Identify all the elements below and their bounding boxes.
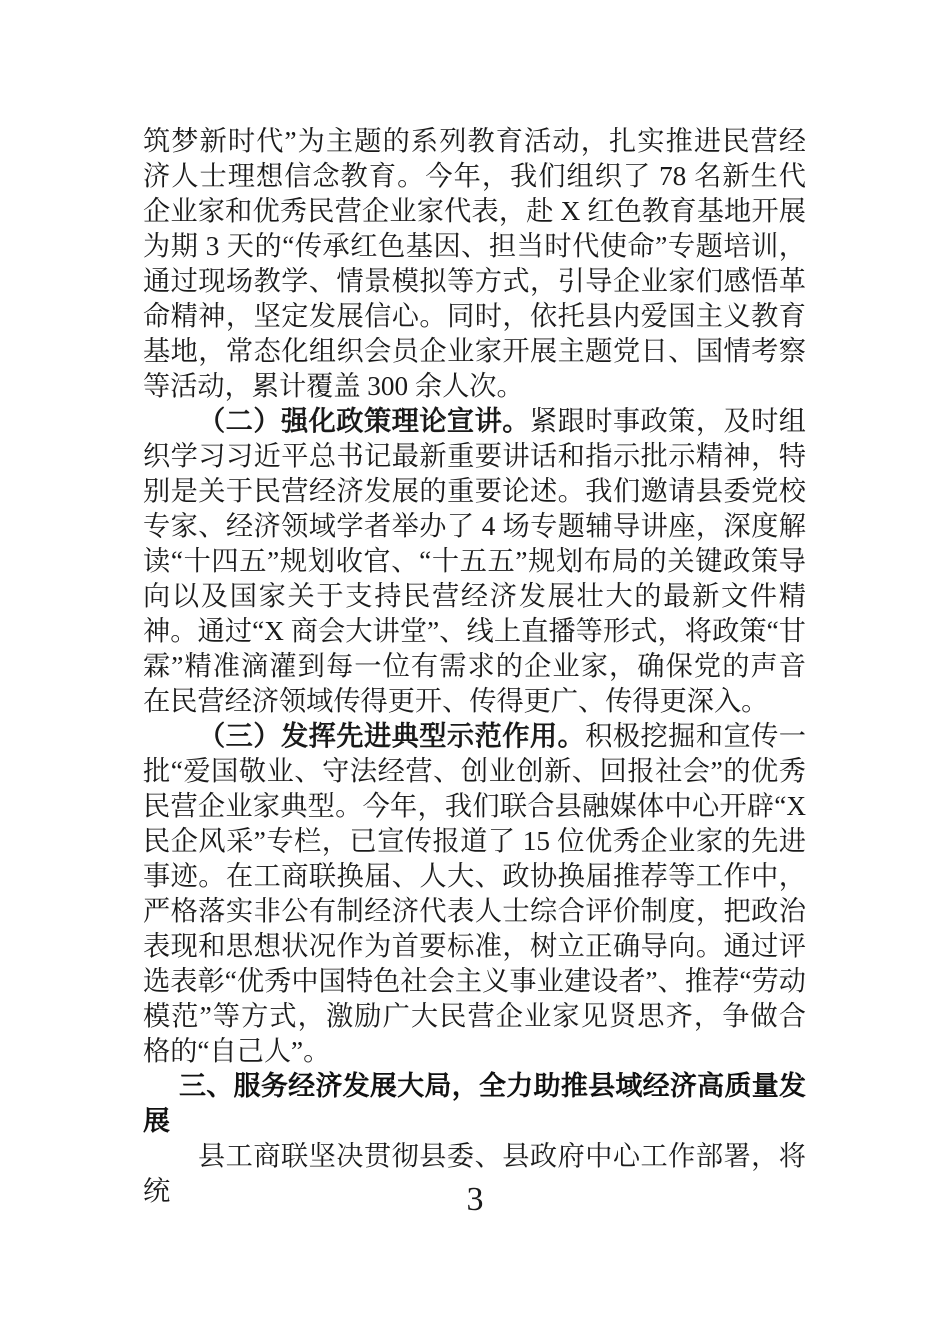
emphasis-run: （三）发挥先进典型示范作用。 <box>198 721 586 751</box>
text-run: 筑梦新时代”为主题的系列教育活动，扎实推进民营经济人士理想信念教育。今年，我们组织了 78 名新生代企业家和优秀民营企业家代表，赴 X 红色教育基地开展为期 3 天的“传承红色基因、担当时代使命”专题培训，通过现场教学、情景模拟等方式，引导企业家们感悟革命精神，坚定发展信心。同时，依托县内爱国主义教育基地，常态化组织会员企业家开展主题党日、国情考察等活动，累计覆盖 300 余人次。 <box>143 126 806 401</box>
text-run: 积极挖掘和宣传一批“爱国敬业、守法经营、创业创新、回报社会”的优秀民营企业家典型。今年，我们联合县融媒体中心开辟“X 民企风采”专栏，已宣传报道了 15 位优秀企业家的先进事迹。在工商联换届、人大、政协换届推荐等工作中，严格落实非公有制经济代表人士综合评价制度，把政治表现和思想状况作为首要标准，树立正确导向。通过评选表彰“优秀中国特色社会主义事业建设者”、推荐“劳动模范”等方式，激励广大民营企业家见贤思齐，争做合格的“自己人”。 <box>143 721 806 1066</box>
body-paragraph <box>143 719 806 1069</box>
page-number: 3 <box>466 1181 484 1218</box>
text-run: 紧跟时事政策，及时组织学习习近平总书记最新重要讲话和指示批示精神，特别是关于民营经济发展的重要论述。我们邀请县委党校专家、经济领域学者举办了 4 场专题辅导讲座，深度解读“十四五”规划收官、“十五五”规划布局的关键政策导向以及国家关于支持民营经济发展壮大的最新文件精神。通过“X 商会大讲堂”、线上直播等形式，将政策“甘霖”精准滴灌到每一位有需求的企业家，确保党的声音在民营经济领域传得更开、传得更广、传得更深入。 <box>143 406 806 716</box>
body-paragraph <box>143 124 806 404</box>
document-body <box>143 124 806 1209</box>
body-paragraph <box>143 404 806 719</box>
emphasis-run: 三、服务经济发展大局，全力助推县域经济高质量发展 <box>143 1071 806 1136</box>
text-run: 县工商联坚决贯彻县委、县政府中心工作部署，将统 <box>143 1141 806 1206</box>
section-heading <box>143 1069 806 1139</box>
emphasis-run: （二）强化政策理论宣讲。 <box>198 406 530 436</box>
